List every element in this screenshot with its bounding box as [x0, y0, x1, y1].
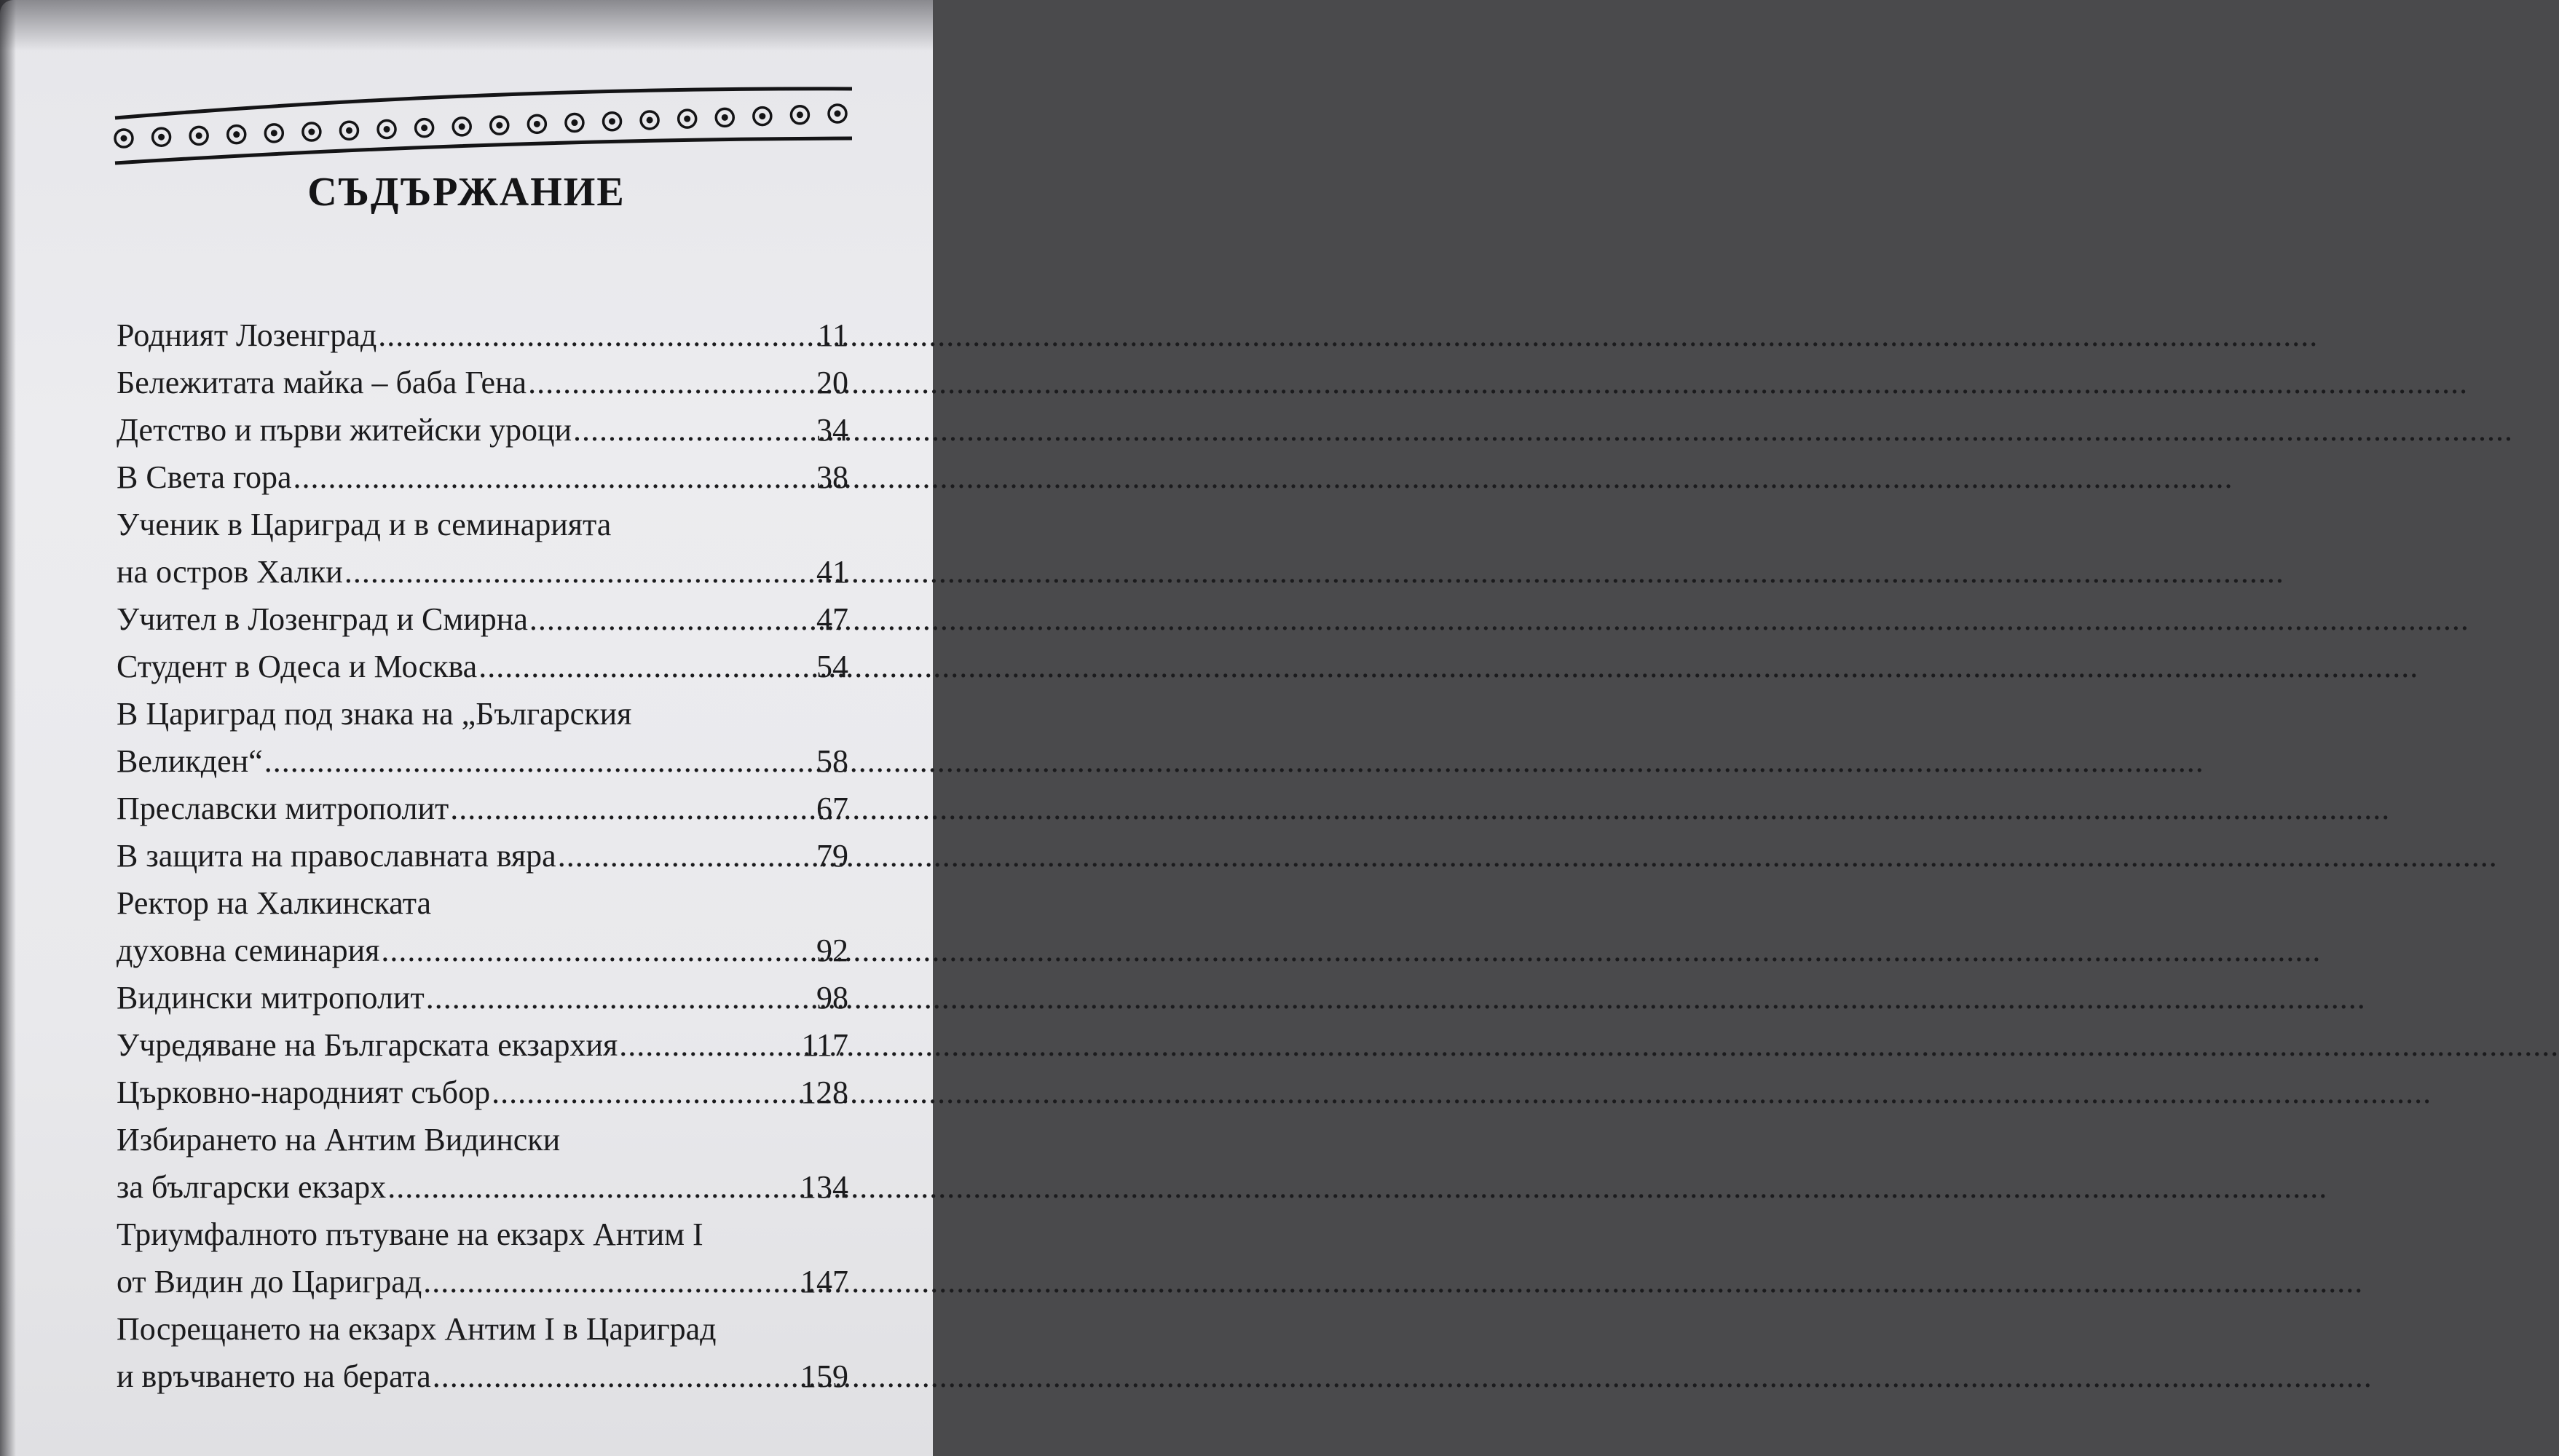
- toc-entry-title-line: Ученик в Цариград и в семинарията: [117, 507, 612, 542]
- toc-page-number: 67: [816, 791, 848, 826]
- toc-entry-row: [117, 359, 848, 406]
- ornament-dot: [121, 135, 127, 142]
- toc-entry-title: В защита на православната вяра: [117, 838, 556, 874]
- ornament-dot: [233, 131, 240, 138]
- ornament-dot: [196, 132, 202, 139]
- toc-entry: [117, 1116, 848, 1211]
- toc-entry-row: [117, 1258, 848, 1305]
- toc-entry-title: Родният Лозенград: [117, 317, 377, 353]
- ornament-bottom-line: [115, 138, 852, 163]
- dot-leader: [344, 548, 815, 596]
- toc-page-number: 92: [816, 933, 848, 968]
- toc-entry-title: Студент в Одеса и Москва: [117, 649, 478, 684]
- toc-entry-title: за български екзарх: [117, 1169, 387, 1205]
- toc-page-number: 34: [816, 412, 848, 448]
- toc-entry-title-line: В Цариград под знака на „Българския: [117, 696, 632, 732]
- toc-entry-title: Църковно-народният събор: [117, 1075, 491, 1110]
- ornament-dot: [421, 124, 427, 131]
- toc-entry-row: [117, 974, 848, 1021]
- toc-entry-row: [117, 406, 848, 454]
- toc-entry-title: Учител в Лозенград и Смирна: [117, 601, 528, 637]
- toc-page-number: 159: [800, 1358, 848, 1394]
- dot-leader: [433, 1353, 799, 1400]
- dot-leader: [426, 974, 815, 1021]
- toc-page-number: 117: [801, 1027, 848, 1063]
- toc-entry-row: [117, 548, 848, 596]
- toc-page-number: 11: [817, 317, 848, 353]
- dot-leader: [387, 1163, 799, 1211]
- dot-leader: [450, 785, 815, 832]
- ornament-dot: [797, 111, 803, 118]
- toc-entry: [117, 454, 848, 501]
- toc-entry-title: от Видин до Цариград: [117, 1264, 422, 1299]
- dot-leader: [558, 832, 815, 879]
- toc-entry-title: и връчването на берата: [117, 1358, 431, 1394]
- toc-entry: [117, 501, 848, 596]
- toc-page-number: 98: [816, 980, 848, 1016]
- ornament-dot: [459, 123, 465, 130]
- dot-leader: [264, 737, 815, 785]
- ornament-dot: [308, 129, 315, 135]
- toc-entry-title: В Света гора: [117, 459, 292, 495]
- dot-leader: [619, 1021, 800, 1069]
- toc-entry: [117, 832, 848, 879]
- ornament-dot: [759, 113, 765, 119]
- page-top-shadow: [0, 0, 933, 51]
- toc-entry-title-line: Ректор на Халкинската: [117, 885, 431, 921]
- toc-entry-row: [117, 596, 848, 643]
- ornament-dot: [609, 118, 615, 124]
- ornamental-border: [109, 82, 859, 176]
- toc-entry: [117, 879, 848, 974]
- toc-entry: [117, 359, 848, 406]
- toc-entry: [117, 1069, 848, 1116]
- toc-page-number: 41: [816, 554, 848, 590]
- dot-leader: [528, 359, 815, 406]
- toc-entry-row: [117, 832, 848, 879]
- toc-entry-title: Детство и първи житейски уроци: [117, 412, 572, 448]
- ornament-top-line: [115, 89, 852, 118]
- toc-entry: [117, 643, 848, 690]
- toc-page-number: 47: [816, 601, 848, 637]
- toc-entry: [117, 1211, 848, 1305]
- ornament-dot: [722, 114, 728, 121]
- toc-entry-title: Учредяване на Българската екзархия: [117, 1027, 618, 1063]
- toc-entry: [117, 974, 848, 1021]
- page-title: СЪДЪРЖАНИЕ: [307, 170, 626, 215]
- toc-page-number: 38: [816, 459, 848, 495]
- toc-entry-row: [117, 312, 848, 359]
- toc-entry: [117, 596, 848, 643]
- toc-entry-title: Преславски митрополит: [117, 791, 449, 826]
- ornament-dot: [684, 116, 690, 122]
- dot-leader: [529, 596, 815, 643]
- toc-entry-row: [117, 1069, 848, 1116]
- dot-leader: [293, 454, 815, 501]
- toc-entry-row: [117, 785, 848, 832]
- ornament-dot: [647, 116, 653, 123]
- toc-page-number: 20: [816, 365, 848, 400]
- dot-leader: [381, 927, 815, 974]
- toc-entry: [117, 690, 848, 785]
- toc-page-number: 54: [816, 649, 848, 684]
- ornament-dot: [496, 122, 502, 129]
- ornament-dot: [835, 111, 841, 117]
- toc-page-number: 79: [816, 838, 848, 874]
- toc-entry: [117, 1021, 848, 1069]
- toc-page-number: 147: [800, 1264, 848, 1299]
- ornament-dot: [271, 130, 277, 136]
- toc-entry-title-line: Посрещането на екзарх Антим I в Цариград: [117, 1311, 717, 1347]
- ornament-dot: [346, 127, 352, 134]
- toc-entry: [117, 312, 848, 359]
- ornament-dot: [534, 121, 540, 127]
- toc-page-number: 128: [800, 1075, 848, 1110]
- toc-entry-row: [117, 454, 848, 501]
- book-page: [0, 0, 933, 1456]
- page-left-shadow: [0, 0, 16, 1456]
- toc-entry-row: [117, 927, 848, 974]
- toc-entry: [117, 785, 848, 832]
- toc-page-number: 58: [816, 743, 848, 779]
- ornament-dot: [571, 119, 577, 126]
- toc-entry: [117, 406, 848, 454]
- toc-entry-row: [117, 1163, 848, 1211]
- toc-entry-title-line: Избирането на Антим Видински: [117, 1122, 561, 1158]
- toc-entry-row: [117, 737, 848, 785]
- toc-entry-title: на остров Халки: [117, 554, 343, 590]
- dot-leader: [573, 406, 815, 454]
- toc-entry-title: Видински митрополит: [117, 980, 425, 1016]
- table-of-contents: [117, 312, 848, 1400]
- toc-entry-row: [117, 1021, 848, 1069]
- toc-entry-row: [117, 643, 848, 690]
- toc-entry-title: Великден“: [117, 743, 263, 779]
- dot-leader: [378, 312, 816, 359]
- dot-leader: [478, 643, 815, 690]
- toc-entry-title: духовна семинария: [117, 933, 380, 968]
- ornament-dot: [384, 126, 390, 132]
- toc-entry-title: Бележитата майка – баба Гена: [117, 365, 527, 400]
- toc-entry-row: [117, 1353, 848, 1400]
- ornament-dot: [158, 134, 165, 141]
- toc-page-number: 134: [800, 1169, 848, 1205]
- dot-leader: [423, 1258, 799, 1305]
- dot-leader: [492, 1069, 799, 1116]
- toc-entry-title-line: Триумфалното пътуване на екзарх Антим I: [117, 1216, 703, 1252]
- toc-entry: [117, 1305, 848, 1400]
